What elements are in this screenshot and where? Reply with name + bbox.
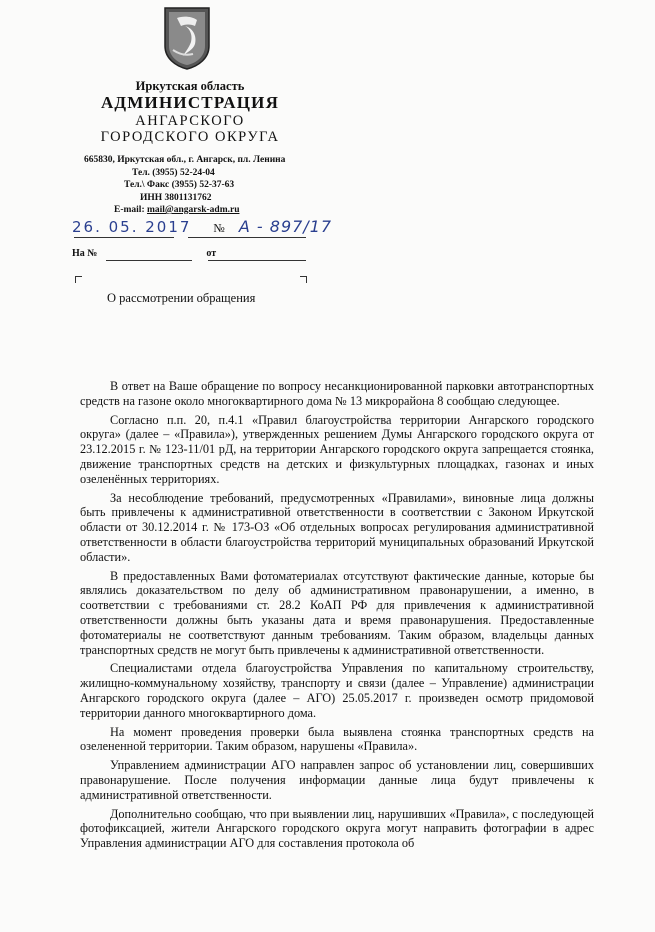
coat-of-arms-icon	[163, 6, 211, 70]
date-underline	[74, 237, 174, 238]
paragraph: В предоставленных Вами фотоматериалах отсутствуют фактические данные, которые бы являлись доказательством по делу об административном правонарушении, а именно, в соответствии с требованиями ст. 28.2 КоАП РФ для привлечения к административной ответственности должны быть указаны дата и время правонарушения. Предоставленные фотоматериалы не соответствуют данным требованиям. Таким образом, владельцы данных транспортных средств не могут быть привлечены к административной ответственности.	[80, 568, 594, 657]
administration-title: АДМИНИСТРАЦИЯ	[100, 93, 280, 112]
na-label: На №	[72, 248, 98, 259]
registration-number: А - 897/17	[238, 217, 333, 236]
city-name: АНГАРСКОГО	[135, 113, 245, 129]
inn: ИНН 3801131762	[140, 192, 212, 203]
paragraph: Специалистами отдела благоустройства Управления по капитальному строительству, жилищно-коммунальному хозяйству, транспорту и связи (далее – Управление) администрации Ангарского городского округа (далее – АГО) 25.05.2017 г. произведен осмотр придомовой территории данного многоквартирного дома.	[80, 661, 594, 720]
region-name: Иркутская область	[135, 79, 245, 93]
paragraph: На момент проведения проверки была выявлена стоянка транспортных средств на озелененной территории. Таким образом, нарушены «Правила».	[80, 724, 594, 754]
fax: Тел.\ Факс (3955) 52-37-63	[124, 180, 235, 190]
paragraph: Согласно п.п. 20, п.4.1 «Правил благоустройства территории Ангарского городского округа» (далее – «Правила»), утвержденных решением Думы Ангарского городского округа от 23.12.2015 г. № 123-11/01 рД, на территории Ангарского городского округа запрещается стоянка, движение транспортных средств на детских и физкультурных площадках, газонах и иных озеленённых территориях.	[80, 412, 594, 486]
subject-bracket-left	[75, 276, 82, 283]
registration-line	[72, 217, 332, 236]
subject-bracket-right	[300, 276, 307, 283]
contact-block	[84, 154, 304, 217]
ot-label: от	[206, 248, 217, 259]
letterhead	[40, 79, 340, 146]
phone: Тел. (3955) 52-24-04	[132, 167, 215, 178]
number-label: №	[213, 221, 225, 235]
number-underline	[188, 237, 306, 238]
paragraph: В ответ на Ваше обращение по вопросу несанкционированной парковки автотранспортных средств на газоне около многоквартирного дома № 13 микрорайона 8 сообщаю следующее.	[80, 379, 594, 408]
address: 665830, Иркутская обл., г. Ангарск, пл. Ленина	[84, 155, 286, 165]
letter-body	[80, 379, 594, 855]
okrug-name: ГОРОДСКОГО ОКРУГА	[100, 129, 280, 145]
email-label: E-mail:	[114, 205, 147, 215]
na-underline	[106, 260, 192, 261]
paragraph: За несоблюдение требований, предусмотренных «Правилами», виновные лица должны быть привлечены к административной ответственности в соответствии с Законом Иркутской области от 30.12.2014 г. № 173-ОЗ «Об отдельных вопросах регулирования административной ответственности в области благоустройства территорий муниципальных образований Иркутской области».	[80, 490, 594, 564]
subject-line: О рассмотрении обращения	[107, 291, 256, 305]
ot-underline	[208, 260, 306, 261]
reference-line	[72, 248, 216, 259]
registration-date: 26. 05. 2017	[72, 218, 192, 236]
email-line	[84, 204, 304, 217]
paragraph: Управлением администрации АГО направлен запрос об установлении лиц, совершивших правонарушение. После получения информации данные лица будут привлечены к административной ответственности.	[80, 758, 594, 802]
paragraph: Дополнительно сообщаю, что при выявлении лиц, нарушивших «Правила», с последующей фотофиксацией, жители Ангарского городского округа могут направить фотографии в адрес Управления администрации АГО для составления протокола об	[80, 806, 594, 851]
email-link[interactable]: mail@angarsk-adm.ru	[146, 205, 240, 215]
